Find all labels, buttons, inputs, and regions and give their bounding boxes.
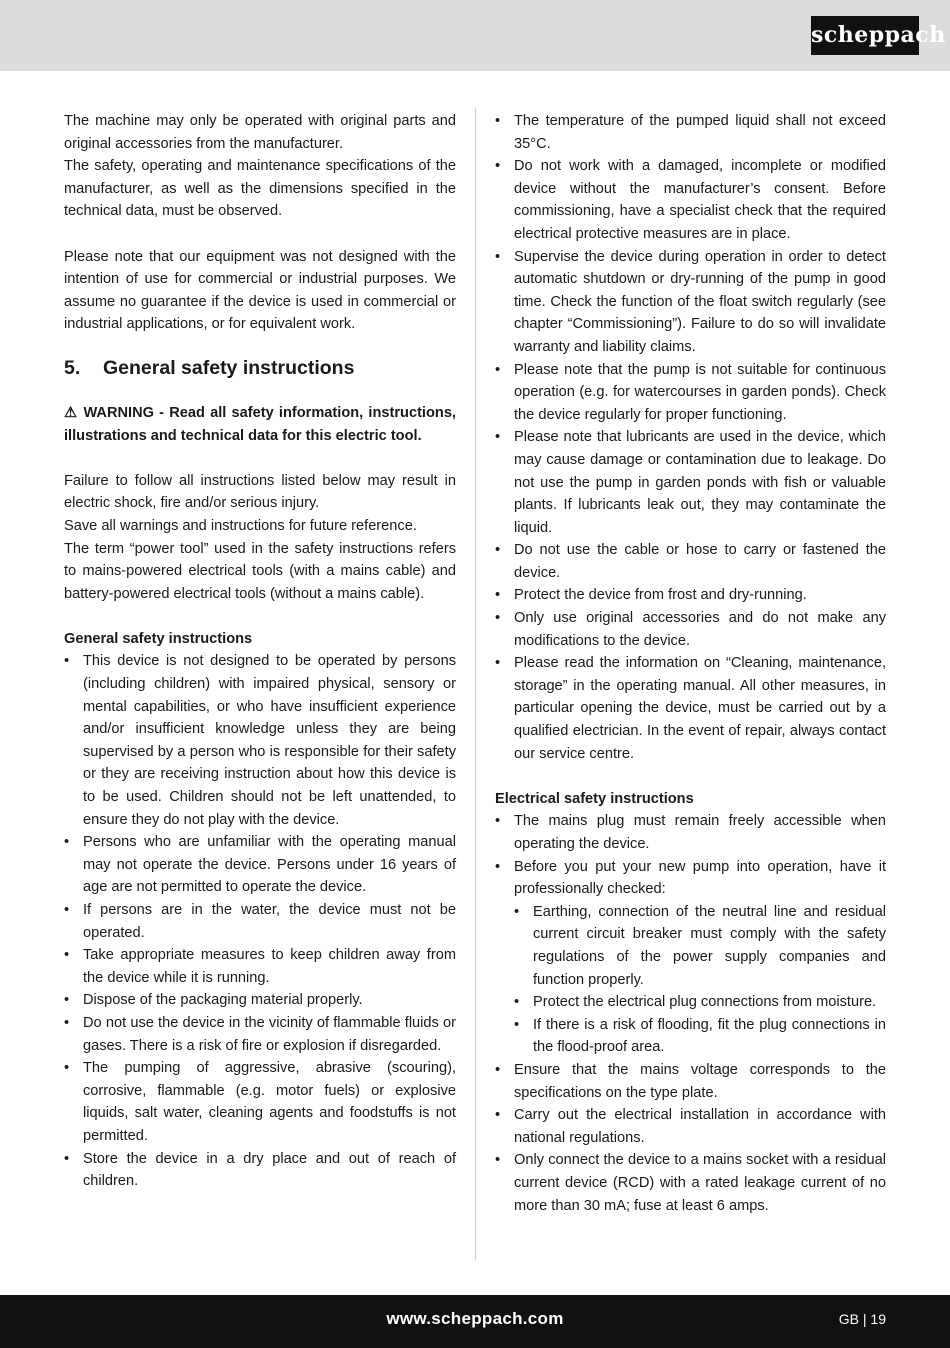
list-item: • Store the device in a dry place and out of reach of children. <box>64 1148 456 1193</box>
list-item-text: Before you put your new pump into operation, have it professionally checked: <box>514 858 886 898</box>
paragraph: Please note that our equipment was not designed with the intention of use for commercial or industrial purposes. We assume no guarantee if the device is used in commercial or industrial applications, or for equivalent work. <box>64 248 456 333</box>
section-number: 5. <box>64 356 81 379</box>
list-item: • Supervise the device during operation in order to detect automatic shutdown or dry-running of the pump in good time. Check the function of the float switch regularly (see chapter “Commissioning”). Failure to do so will invalidate warranty and liability claims. <box>495 246 886 359</box>
right-column <box>495 110 886 1217</box>
warning-icon: ⚠ <box>64 404 79 421</box>
paragraph: Save all warnings and instructions for future reference. <box>64 517 417 534</box>
paragraph: Failure to follow all instructions listed below may result in electric shock, fire and/or serious injury. <box>64 472 456 512</box>
list-item: • Carry out the electrical installation in accordance with national regulations. <box>495 1104 886 1149</box>
subheading: Electrical safety instructions <box>495 790 694 807</box>
column-divider <box>475 108 476 1260</box>
list-item: • Protect the device from frost and dry-running. <box>495 584 886 607</box>
nested-list-item: • If there is a risk of flooding, fit the plug connections in the flood-proof area. <box>514 1014 886 1059</box>
bullet-list <box>495 110 886 765</box>
list-item: • Take appropriate measures to keep children away from the device while it is running. <box>64 944 456 989</box>
list-item: • Please note that lubricants are used in the device, which may cause damage or contamination due to leakage. Do not use the pump in garden ponds with fish or valuable plants. If lubricants leak out, they may contaminate the liquid. <box>495 426 886 539</box>
section-title: General safety instructions <box>103 356 355 379</box>
list-item: • Please read the information on “Cleaning, maintenance, storage” in the operating manual. All other measures, in particular opening the device, must be carried out by a qualified electrician. In the event of repair, always contact our service centre. <box>495 652 886 765</box>
section-heading <box>64 356 456 380</box>
list-item: • Dispose of the packaging material properly. <box>64 989 456 1012</box>
page-number: GB | 19 <box>838 1311 886 1327</box>
paragraph: The term “power tool” used in the safety instructions refers to mains-powered electrical tools (with a mains cable) and battery-powered electrical tools (without a mains cable). <box>64 540 456 602</box>
list-item: • Do not use the cable or hose to carry or fastened the device. <box>495 539 886 584</box>
bullet-list <box>64 650 456 1192</box>
list-item: • Do not work with a damaged, incomplete or modified device without the manufacturer’s consent. Before commissioning, have a specialist check that the required electrical protective measures are in place. <box>495 155 886 245</box>
warning-text <box>64 402 456 447</box>
warning-label: WARNING - Read all safety information, instructions, illustrations and technical data for this electric tool. <box>64 404 456 444</box>
website-link[interactable]: www.scheppach.com <box>386 1309 564 1328</box>
bullet-list <box>495 810 886 1217</box>
nested-list-item: • Earthing, connection of the neutral line and residual current circuit breaker must comply with the safety regulations of the power supply companies and function properly. <box>514 901 886 991</box>
brand-logo: scheppach <box>811 16 919 55</box>
left-column <box>64 110 456 1193</box>
paragraph: The safety, operating and maintenance specifications of the manufacturer, as well as the dimensions specified in the technical data, must be observed. <box>64 158 456 220</box>
list-item: • If persons are in the water, the device must not be operated. <box>64 899 456 944</box>
nested-list-item: • Protect the electrical plug connections from moisture. <box>514 991 886 1014</box>
list-item: • This device is not designed to be operated by persons (including children) with impaired physical, sensory or mental capabilities, or who have insufficient experience and/or insufficient knowledge unless they are being supervised by a person who is responsible for their safety or they are receiving instruction about how this device is to be used. Children should not be left unattended, to ensure they do not play with the device. <box>64 650 456 831</box>
list-item <box>495 856 886 1059</box>
list-item: • The temperature of the pumped liquid shall not exceed 35°C. <box>495 110 886 155</box>
list-item: • The pumping of aggressive, abrasive (scouring), corrosive, flammable (e.g. motor fuels) or explosive liquids, salt water, cleaning agents and foodstuffs is not permitted. <box>64 1057 456 1147</box>
list-item: • Please note that the pump is not suitable for continuous operation (e.g. for watercourses in garden ponds). Check the device regularly for proper functioning. <box>495 359 886 427</box>
list-item: • Only connect the device to a mains socket with a residual current device (RCD) with a rated leakage current of no more than 30 mA; fuse at least 6 amps. <box>495 1149 886 1217</box>
nested-bullet-list <box>514 901 886 1059</box>
list-item: • Persons who are unfamiliar with the operating manual may not operate the device. Persons under 16 years of age are not permitted to operate the device. <box>64 831 456 899</box>
list-item: • The mains plug must remain freely accessible when operating the device. <box>495 810 886 855</box>
footer-bar <box>0 1295 950 1348</box>
header-bar <box>0 0 950 71</box>
paragraph: The machine may only be operated with original parts and original accessories from the manufacturer. <box>64 113 456 152</box>
list-item: • Only use original accessories and do not make any modifications to the device. <box>495 607 886 652</box>
list-item: • Ensure that the mains voltage corresponds to the specifications on the type plate. <box>495 1059 886 1104</box>
subheading: General safety instructions <box>64 630 253 647</box>
list-item: • Do not use the device in the vicinity of flammable fluids or gases. There is a risk of fire or explosion if disregarded. <box>64 1012 456 1057</box>
